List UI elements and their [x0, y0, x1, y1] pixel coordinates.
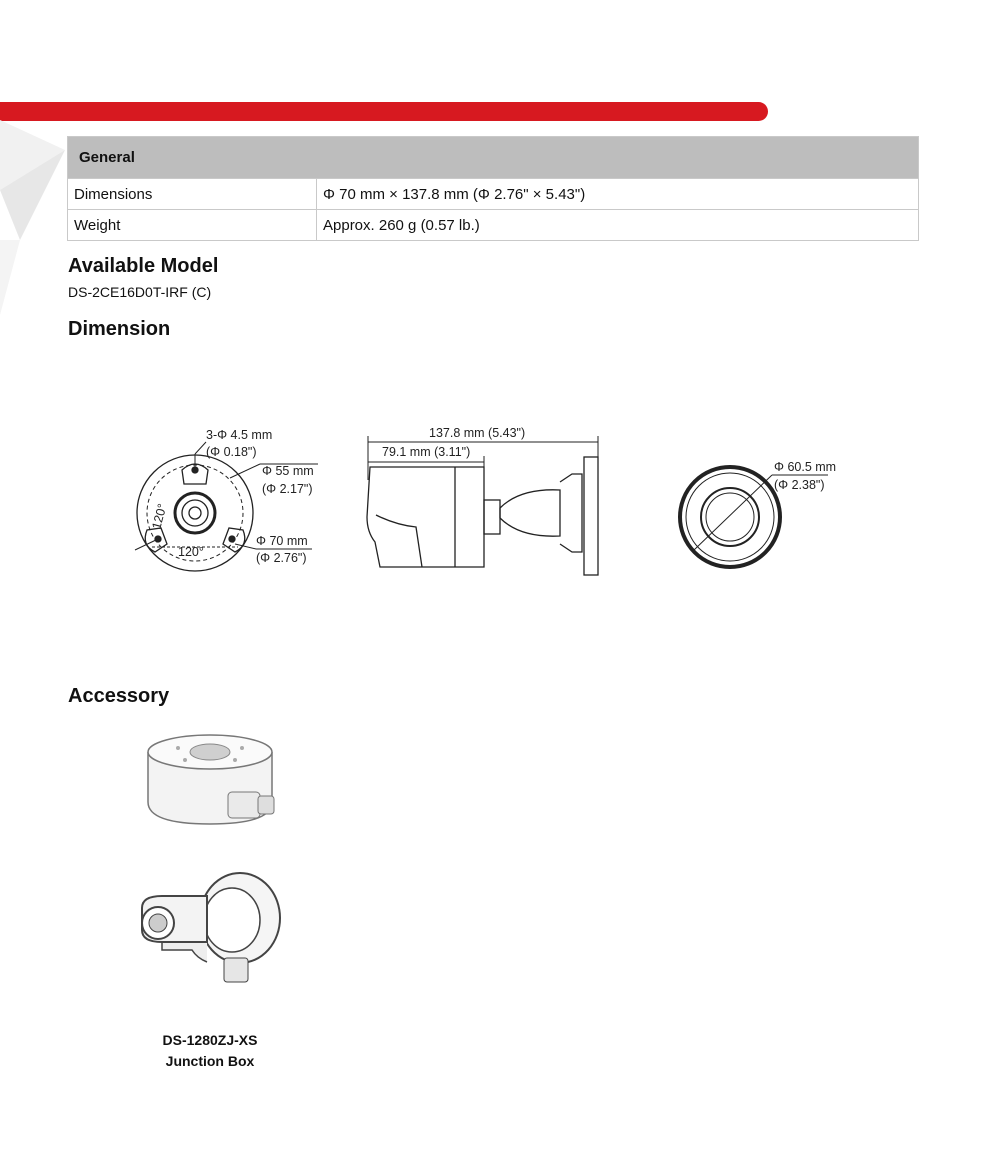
dimension-drawing — [120, 420, 860, 585]
front-angle-bottom: 120° — [178, 545, 204, 559]
front-angle-left: 120° — [149, 502, 170, 531]
spec-table — [67, 136, 919, 241]
camera-with-junction-box-image — [132, 868, 287, 988]
front-hole-in: (Φ 0.18") — [206, 445, 257, 459]
lens-diameter-in: (Φ 2.38") — [774, 478, 825, 492]
spec-section-title: General — [68, 137, 919, 179]
spec-label: Weight — [68, 210, 317, 241]
accessory-heading: Accessory — [68, 685, 170, 707]
lens-diameter-mm: Φ 60.5 mm — [774, 460, 837, 474]
front-inner-in: (Φ 2.17") — [262, 482, 313, 496]
dimension-heading: Dimension — [68, 318, 171, 340]
model-number: DS-2CE16D0T-IRF (C) — [68, 284, 212, 300]
spec-label: Dimensions — [68, 179, 317, 210]
accessory-caption — [140, 1030, 280, 1072]
front-outer-mm: Φ 70 mm — [256, 534, 308, 548]
front-outer-in: (Φ 2.76") — [256, 551, 307, 565]
brand-header-bar — [0, 102, 768, 121]
junction-box-image — [140, 730, 285, 830]
accessory-model: DS-1280ZJ-XS — [162, 1032, 258, 1048]
accessory-name: Junction Box — [165, 1053, 255, 1069]
spec-value: Approx. 260 g (0.57 lb.) — [317, 210, 919, 241]
front-inner-mm: Φ 55 mm — [262, 464, 314, 478]
table-row — [68, 210, 919, 241]
front-hole-mm: 3-Φ 4.5 mm — [206, 428, 273, 442]
spec-value: Φ 70 mm × 137.8 mm (Φ 2.76" × 5.43") — [317, 179, 919, 210]
side-body-length: 79.1 mm (3.11") — [382, 445, 471, 459]
side-total-length: 137.8 mm (5.43") — [429, 426, 526, 440]
available-model-heading: Available Model — [68, 255, 219, 277]
table-row — [68, 179, 919, 210]
spec-table-header-row — [68, 137, 919, 179]
